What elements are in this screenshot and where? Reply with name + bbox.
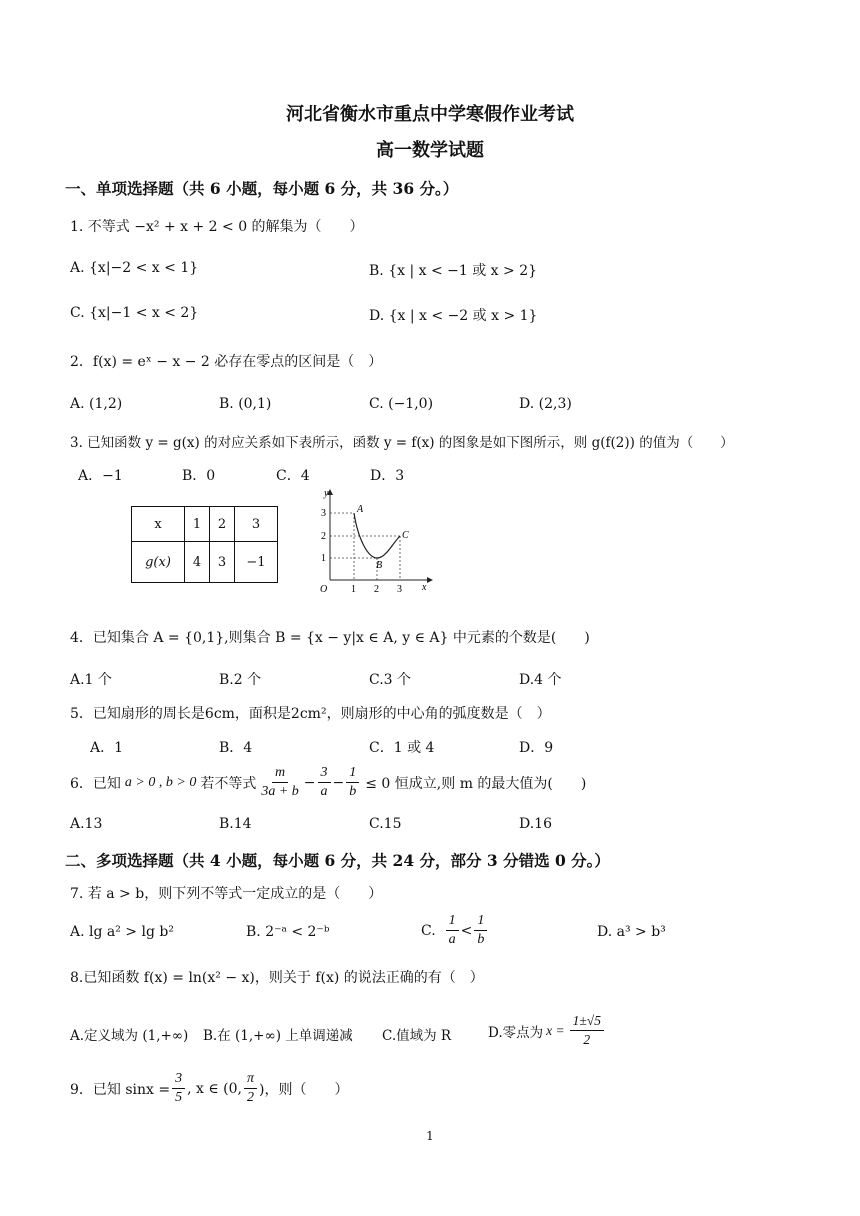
question-3-value-table bbox=[131, 506, 278, 583]
function-curve bbox=[354, 513, 400, 558]
x-tick-label: 2 bbox=[374, 584, 379, 595]
denominator: a bbox=[448, 932, 456, 947]
y-tick-label: 1 bbox=[321, 553, 326, 564]
question-6-condition: a > 0 , b > 0 bbox=[124, 774, 197, 790]
numerator: π bbox=[244, 1070, 257, 1089]
question-2-option-b: B. (0,1) bbox=[219, 396, 272, 412]
question-4-option-d: D.4 个 bbox=[519, 672, 562, 688]
denominator: b bbox=[477, 932, 485, 947]
question-2-option-c: C. (−1,0) bbox=[369, 396, 434, 412]
question-6-option-a: A.13 bbox=[70, 816, 103, 832]
fraction-m-over-3a-plus-b bbox=[258, 764, 301, 801]
point-a-label: A bbox=[357, 504, 364, 515]
section-heading-single-choice: 一、单项选择题（共 6 小题，每小题 6 分，共 36 分。） bbox=[65, 179, 459, 198]
fraction-3-over-5 bbox=[172, 1070, 185, 1107]
question-6-stem: 6．已知 a > 0 , b > 0 若不等式 $\frac{m}{3a + b}$ − $\frac{3}{a}$ − $\frac{1}{b}$ ≤ 0 恒成立,则 m 的最大值为( ) bbox=[70, 765, 587, 799]
question-6-option-d: D.16 bbox=[519, 816, 552, 832]
fraction-3-over-a bbox=[318, 764, 331, 801]
numerator: m bbox=[272, 764, 288, 783]
question-3-option-c: C．4 bbox=[276, 468, 310, 484]
question-9-mid: , x ∈ (0, bbox=[187, 1080, 243, 1097]
x-tick-label: 3 bbox=[397, 584, 402, 595]
question-6-option-c: C.15 bbox=[369, 816, 402, 832]
question-9-stem bbox=[70, 1070, 349, 1107]
question-5-option-a: A．1 bbox=[90, 740, 124, 756]
y-tick-label: 3 bbox=[321, 508, 326, 519]
question-1-option-d: D. {x | x < −2 或 x > 1} bbox=[369, 308, 538, 324]
exam-subtitle: 高一数学试题 bbox=[376, 140, 484, 161]
question-8-option-a: A.定义域为 (1,+∞) bbox=[70, 1028, 189, 1044]
numerator: 3 bbox=[172, 1070, 185, 1089]
origin-label: O bbox=[320, 584, 328, 595]
exam-title: 河北省衡水市重点中学寒假作业考试 bbox=[286, 104, 574, 125]
question-1-option-a: A. {x|−2 < x < 1} bbox=[70, 260, 199, 276]
option-label: D.零点为 bbox=[488, 1024, 544, 1041]
question-3-stem: 3. 已知函数 y = g(x) 的对应关系如下表所示，函数 y = f(x) 的图象是如下图所示，则 g(f(2)) 的值为（ ） bbox=[70, 435, 734, 451]
numerator: 3 bbox=[318, 764, 331, 783]
table-cell: −1 bbox=[235, 542, 278, 583]
math-x: x = bbox=[546, 1022, 565, 1038]
question-4-stem: 4．已知集合 A = {0,1},则集合 B = {x − y|x ∈ A, y ∈ A} 中元素的个数是( ) bbox=[70, 630, 590, 646]
question-8-stem: 8.已知函数 f(x) = ln(x² − x)，则关于 f(x) 的说法正确的有（ ） bbox=[70, 970, 484, 986]
denominator: a bbox=[320, 784, 328, 799]
question-7-option-a: A. lg a² > lg b² bbox=[70, 924, 174, 940]
question-4-option-b: B.2 个 bbox=[219, 672, 262, 688]
question-6-suffix: ≤ 0 恒成立,则 m 的最大值为( ) bbox=[365, 775, 587, 792]
question-5-option-b: B．4 bbox=[219, 740, 253, 756]
numerator: 1±√5 bbox=[570, 1012, 604, 1031]
question-8-option-b: B.在 (1,+∞) 上单调递减 bbox=[203, 1028, 353, 1044]
question-2-option-a: A. (1,2) bbox=[70, 396, 123, 412]
question-1-option-b: B. {x | x < −1 或 x > 2} bbox=[369, 263, 538, 279]
fraction-1-over-b bbox=[346, 764, 359, 801]
question-5-option-c: C．1 或 4 bbox=[369, 740, 435, 756]
option-letter: C. bbox=[421, 922, 436, 939]
fraction-1-over-a bbox=[446, 912, 459, 949]
question-6-option-b: B.14 bbox=[219, 816, 252, 832]
question-8-option-d bbox=[488, 1012, 606, 1049]
question-9-suffix: )，则（ ） bbox=[259, 1081, 349, 1098]
point-c-label: C bbox=[402, 530, 409, 541]
table-cell: 2 bbox=[210, 507, 235, 542]
point-b-label: B bbox=[376, 560, 383, 571]
fraction-zero-formula bbox=[570, 1012, 604, 1049]
fraction-1-over-b bbox=[474, 912, 487, 949]
denominator: 5 bbox=[175, 1090, 183, 1105]
question-9-prefix: 9．已知 sinx = bbox=[70, 1081, 171, 1098]
question-1-option-c: C. {x|−1 < x < 2} bbox=[70, 305, 199, 321]
table-cell: 3 bbox=[210, 542, 235, 583]
question-3-option-a: A．−1 bbox=[78, 468, 123, 484]
question-2-option-d: D. (2,3) bbox=[519, 396, 572, 412]
denominator: 2 bbox=[247, 1090, 255, 1105]
question-4-option-a: A.1 个 bbox=[70, 672, 112, 688]
table-cell: 3 bbox=[235, 507, 278, 542]
denominator: b bbox=[349, 784, 357, 799]
numerator: 1 bbox=[346, 764, 359, 783]
question-3-option-b: B．0 bbox=[182, 468, 216, 484]
fraction-pi-over-2 bbox=[244, 1070, 257, 1107]
question-7-option-b: B. 2⁻ᵃ < 2⁻ᵇ bbox=[246, 924, 330, 940]
question-7-option-c: C. $\frac{1}{a}$ < $\frac{1}{b}$ bbox=[421, 912, 489, 949]
function-graph bbox=[300, 484, 440, 604]
question-5-stem: 5．已知扇形的周长是6cm，面积是2cm²，则扇形的中心角的弧度数是（ ） bbox=[70, 706, 551, 722]
x-axis-label: x bbox=[422, 582, 427, 593]
question-5-option-d: D．9 bbox=[519, 740, 554, 756]
table-cell: g(x) bbox=[132, 542, 185, 583]
section-heading-multiple-choice: 二、多项选择题（共 4 小题，每小题 6 分，共 24 分，部分 3 分错选 0 分。） bbox=[65, 851, 610, 870]
x-tick-label: 1 bbox=[351, 584, 356, 595]
question-8-option-c: C.值域为 R bbox=[382, 1028, 452, 1044]
table-cell: 1 bbox=[185, 507, 210, 542]
guide-lines bbox=[330, 513, 400, 580]
table-cell: x bbox=[132, 507, 185, 542]
question-3-option-d: D．3 bbox=[370, 468, 405, 484]
question-2-stem: 2．f(x) = eˣ − x − 2 必存在零点的区间是（ ） bbox=[70, 354, 383, 370]
y-tick-label: 2 bbox=[321, 531, 326, 542]
denominator: 2 bbox=[583, 1032, 591, 1047]
question-6-mid-text: 若不等式 bbox=[200, 775, 257, 792]
table-cell: 4 bbox=[185, 542, 210, 583]
denominator: 3a + b bbox=[261, 784, 299, 799]
numerator: 1 bbox=[446, 912, 459, 931]
question-7-option-d: D. a³ > b³ bbox=[597, 924, 666, 940]
question-4-option-c: C.3 个 bbox=[369, 672, 412, 688]
y-axis-label: y bbox=[324, 488, 329, 499]
question-6-prefix: 6．已知 bbox=[70, 775, 121, 792]
page-number: 1 bbox=[426, 1129, 434, 1143]
question-7-stem: 7. 若 a > b，则下列不等式一定成立的是（ ） bbox=[70, 886, 383, 902]
question-1-stem: 1. 不等式 −x² + x + 2 < 0 的解集为（ ） bbox=[70, 219, 364, 235]
numerator: 1 bbox=[474, 912, 487, 931]
